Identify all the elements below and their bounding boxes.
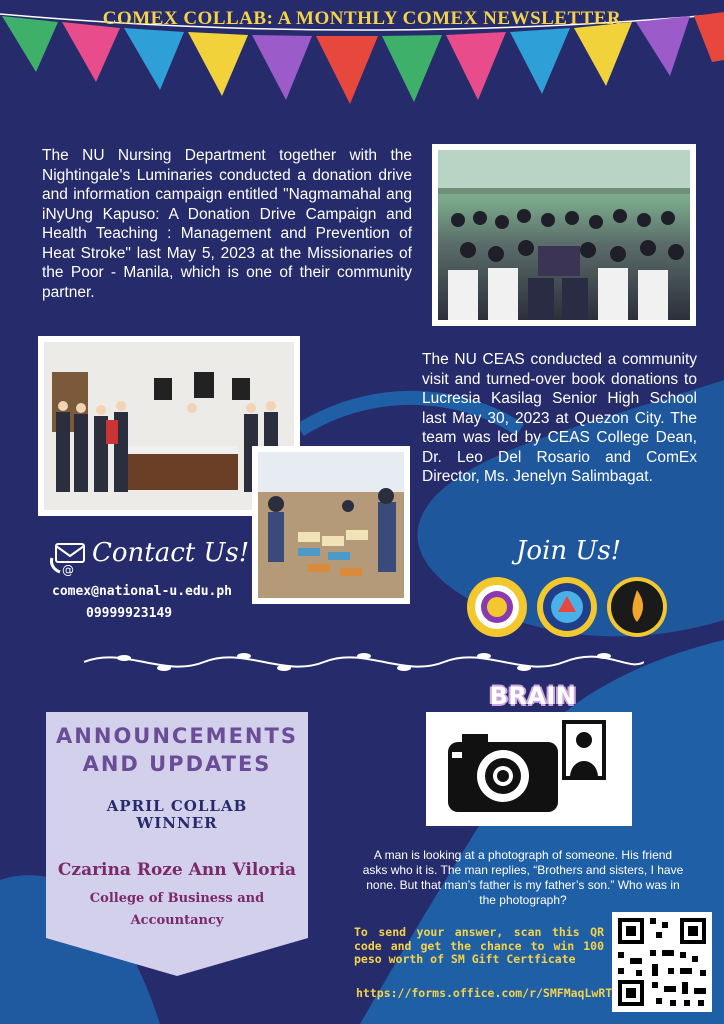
winner-name: Czarina Roze Ann Viloria	[57, 860, 297, 880]
article-nursing-text: The NU Nursing Department together with the Nightingale's Luminaries conducted a donation drive and information campaign entitled "Nagmamahal ang iNyUng Kapuso: A Donation Drive Campaign and Health Teaching : Management and Prevention of Heat Stroke" last May 5, 2023 at the Missionaries of the Poor - Manila, which is one of their community partner.	[42, 147, 412, 301]
photo-book-donations	[252, 446, 410, 604]
announcements-heading-line2: AND UPDATES	[82, 752, 272, 776]
winner-subheading	[46, 798, 308, 832]
winner-college	[46, 888, 308, 932]
winner-college-line1: College of Business and	[89, 891, 265, 906]
article-ceas-text: The NU CEAS conducted a community visit and turned-over book donations to Lucresia Kasilag Senior High School last May 30, 2023 at Quezon City. The team was led by CEAS College Dean, Dr. Leo Del Rosario and ComEx Director, Ms. Jenelyn Salimbagat.	[422, 351, 697, 485]
nu-org-flame-logo[interactable]	[606, 576, 668, 638]
national-university-logo[interactable]	[536, 576, 598, 638]
newsletter-title: COMEX COLLAB: A MONTHLY COMEX NEWSLETTER	[102, 8, 622, 29]
books-illustration	[258, 452, 404, 598]
cnv-org-logo[interactable]	[466, 576, 528, 638]
brain-teaser-image	[426, 712, 632, 826]
svg-text:@: @	[62, 563, 74, 576]
crowd-illustration	[438, 150, 690, 320]
qr-instruction: To send your answer, scan this QR code and get the chance to win 100 peso worth of SM Gift Certficate	[354, 925, 604, 966]
announcements-panel	[46, 712, 308, 976]
photo-group-donation	[432, 144, 696, 326]
winner-subheading-line2: WINNER	[136, 814, 218, 832]
announcements-heading-line1: ANNOUNCEMENTS	[56, 724, 298, 748]
winner-college-line2: Accountancy	[130, 913, 224, 928]
vine-divider	[84, 642, 644, 682]
brain-teaser-riddle: A man is looking at a photograph of someone. His friend asks who it is. The man replies, “Brothers and sisters, I have none. But that man’s father is my father’s son.” Who was in the photograph?	[362, 848, 684, 907]
brain-teaser-heading: BRAIN	[489, 682, 577, 710]
contact-heading: Contact Us!	[92, 538, 250, 568]
camera-photo-icon	[426, 712, 632, 826]
answer-form-link[interactable]: https://forms.office.com/r/SMFMaqLwRT	[356, 986, 613, 1000]
join-heading: Join Us!	[516, 536, 622, 566]
qr-code[interactable]	[612, 912, 712, 1012]
winner-subheading-line1: APRIL COLLAB	[106, 797, 248, 815]
contact-email[interactable]: comex@national-u.edu.ph	[52, 584, 233, 599]
announcements-heading	[46, 722, 308, 778]
envelope-phone-icon	[48, 540, 88, 576]
contact-phone[interactable]: 09999923149	[86, 606, 173, 621]
